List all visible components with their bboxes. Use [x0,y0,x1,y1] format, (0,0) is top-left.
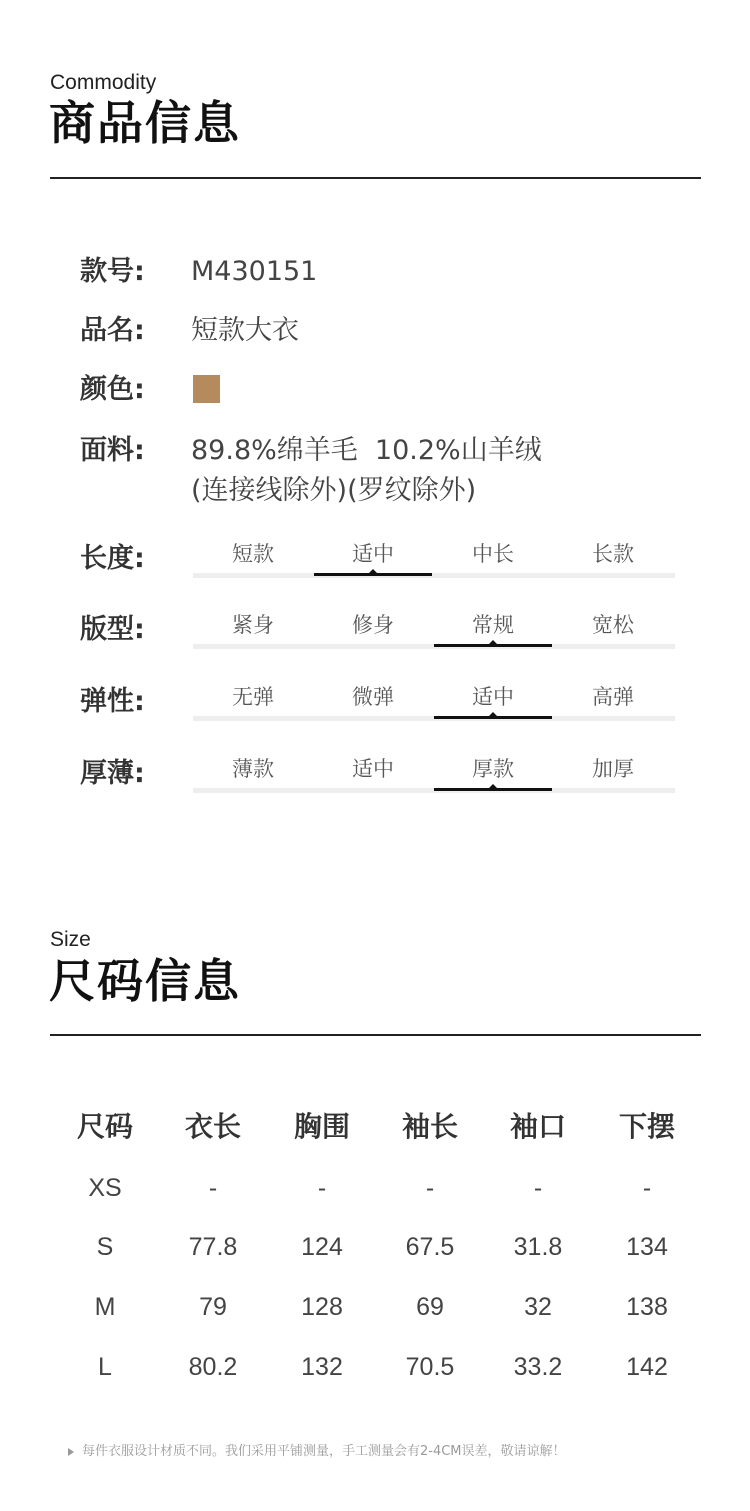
size-table-cell: 32 [524,1293,552,1321]
size-table-cell: 77.8 [188,1233,238,1261]
scale-option: 常规 [472,613,514,637]
style-no-label: 款号: [80,256,145,287]
size-table-cell: 134 [626,1233,668,1261]
style-no-value: M430151 [191,256,318,287]
selected-marker-icon [488,640,498,645]
scale-option: 微弹 [352,685,394,709]
fabric-line-1: 89.8%绵羊毛 10.2%山羊绒 [191,435,542,466]
scale-option: 适中 [472,685,514,709]
fabric-line-2: (连接线除外)(罗纹除外) [191,475,477,506]
color-swatch [193,375,220,403]
scale-option: 无弹 [232,685,274,709]
size-row-label: L [98,1353,112,1381]
size-row-label: S [96,1233,114,1261]
scale-option: 宽松 [592,613,634,637]
scale-option: 厚款 [472,757,514,781]
scale-option: 修身 [352,613,394,637]
size-table-cell: - [642,1174,652,1202]
scale-option: 适中 [352,542,394,566]
size-table-cell: 132 [301,1353,343,1381]
size-table-cell: - [208,1174,218,1202]
selected-marker-icon [488,784,498,789]
size-column-header: 袖长 [401,1110,458,1143]
scale-option: 加厚 [592,757,634,781]
size-table-cell: 128 [301,1293,343,1321]
size-column-header: 胸围 [293,1110,350,1143]
size-table-cell: 80.2 [188,1353,238,1381]
size-row-label: M [94,1293,116,1321]
size-table-cell: - [317,1174,327,1202]
size-table-cell: 79 [199,1293,227,1321]
attribute-label: 厚薄: [80,758,145,789]
scale-option: 中长 [472,542,514,566]
size-column-header: 尺码 [76,1110,133,1143]
triangle-bullet-icon [68,1448,74,1456]
selected-marker-icon [368,569,378,574]
fabric-label: 面料: [80,435,145,466]
size-column-header: 下摆 [618,1110,675,1143]
scale-track [193,573,675,578]
size-row-label: XS [88,1174,122,1202]
scale-option: 高弹 [592,685,634,709]
commodity-divider [50,177,701,179]
size-table-cell: 124 [301,1233,343,1261]
attribute-label: 长度: [80,543,145,574]
size-table-cell: 69 [416,1293,444,1321]
size-table-cell: - [425,1174,435,1202]
color-label: 颜色: [80,374,145,405]
scale-option: 长款 [592,542,634,566]
attribute-scale [193,687,675,731]
size-table-cell: - [533,1174,543,1202]
size-divider [50,1034,701,1036]
selected-marker-icon [488,712,498,717]
size-heading-en: Size [50,928,91,951]
scale-option: 适中 [352,757,394,781]
size-table-cell: 142 [626,1353,668,1381]
size-table-cell: 67.5 [405,1233,455,1261]
size-column-header: 袖口 [509,1110,566,1143]
measurement-note [68,1440,566,1459]
size-table-cell: 33.2 [513,1353,563,1381]
size-column-header: 衣长 [184,1110,241,1143]
size-table-cell: 70.5 [405,1353,455,1381]
commodity-heading: 商品信息 [49,96,241,150]
scale-option: 薄款 [232,757,274,781]
product-name-value: 短款大衣 [191,315,299,346]
size-table-cell: 31.8 [513,1233,563,1261]
commodity-heading-en: Commodity [50,71,157,94]
attribute-scale [193,544,675,588]
size-table-cell: 138 [626,1293,668,1321]
scale-option: 短款 [232,542,274,566]
product-name-label: 品名: [80,315,145,346]
attribute-label: 弹性: [80,686,145,717]
size-heading: 尺码信息 [49,954,241,1008]
measurement-note-text: 每件衣服设计材质不同。我们采用平铺测量，手工测量会有2-4CM误差，敬请谅解！ [82,1444,566,1459]
scale-option: 紧身 [232,613,274,637]
attribute-scale [193,615,675,659]
attribute-label: 版型: [80,614,145,645]
attribute-scale [193,759,675,803]
